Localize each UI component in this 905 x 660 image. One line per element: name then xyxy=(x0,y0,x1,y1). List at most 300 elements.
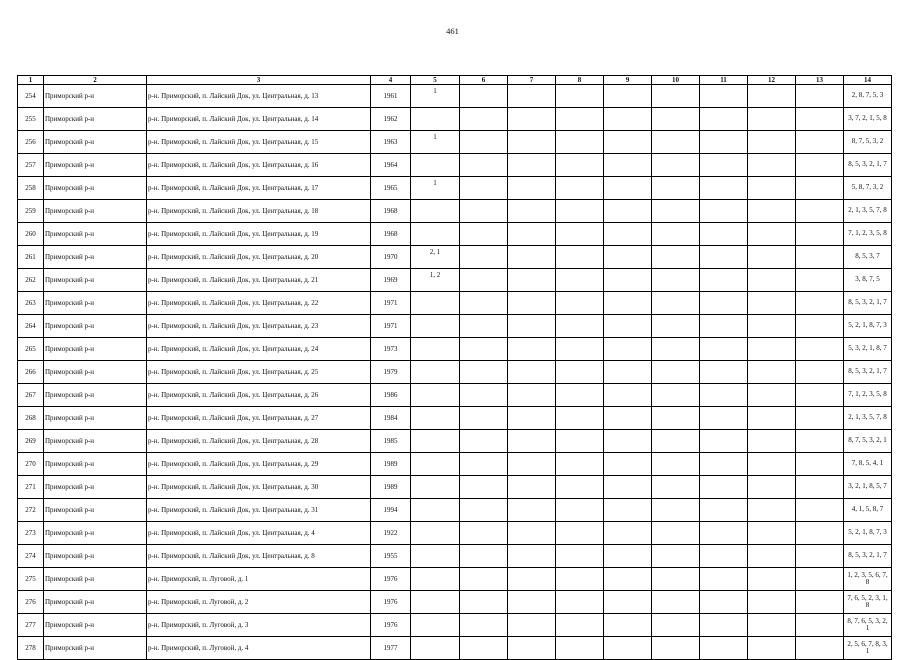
cell-col-5 xyxy=(411,545,460,568)
empty-cell xyxy=(460,384,508,407)
cell-col-3: р-н. Приморский, п. Луговой, д. 1 xyxy=(147,568,371,591)
cell-col-1: 264 xyxy=(18,315,44,338)
cell-col-3: р-н. Приморский, п. Лайский Док, ул. Центральная, д. 14 xyxy=(147,108,371,131)
empty-cell xyxy=(748,154,796,177)
empty-cell xyxy=(700,568,748,591)
empty-cell xyxy=(508,269,556,292)
empty-cell xyxy=(748,269,796,292)
table-row xyxy=(18,407,892,430)
cell-col-1: 276 xyxy=(18,591,44,614)
cell-col-14: 3, 8, 7, 5 xyxy=(844,269,892,292)
empty-cell xyxy=(604,154,652,177)
empty-cell xyxy=(652,591,700,614)
table-row xyxy=(18,361,892,384)
empty-cell xyxy=(508,591,556,614)
cell-col-5 xyxy=(411,315,460,338)
empty-cell xyxy=(652,246,700,269)
empty-cell xyxy=(604,384,652,407)
empty-cell xyxy=(652,499,700,522)
empty-cell xyxy=(700,315,748,338)
empty-cell xyxy=(604,568,652,591)
empty-cell xyxy=(748,476,796,499)
empty-cell xyxy=(556,85,604,108)
empty-cell xyxy=(748,292,796,315)
empty-cell xyxy=(652,407,700,430)
empty-cell xyxy=(604,453,652,476)
empty-cell xyxy=(796,85,844,108)
empty-cell xyxy=(700,177,748,200)
empty-cell xyxy=(556,200,604,223)
column-header-1: 1 xyxy=(18,76,44,85)
empty-cell xyxy=(652,476,700,499)
empty-cell xyxy=(556,614,604,637)
empty-cell xyxy=(460,338,508,361)
empty-cell xyxy=(508,384,556,407)
cell-col-14: 5, 8, 7, 3, 2 xyxy=(844,177,892,200)
cell-col-5 xyxy=(411,476,460,499)
cell-col-4: 1962 xyxy=(371,108,411,131)
empty-cell xyxy=(796,269,844,292)
empty-cell xyxy=(748,614,796,637)
empty-cell xyxy=(556,499,604,522)
empty-cell xyxy=(700,269,748,292)
empty-cell xyxy=(556,108,604,131)
cell-col-4: 1968 xyxy=(371,223,411,246)
cell-col-14: 2, 8, 7, 5, 3 xyxy=(844,85,892,108)
cell-col-2: Приморский р-н xyxy=(44,568,147,591)
cell-col-4: 1985 xyxy=(371,430,411,453)
empty-cell xyxy=(748,200,796,223)
cell-col-2: Приморский р-н xyxy=(44,637,147,660)
empty-cell xyxy=(460,292,508,315)
empty-cell xyxy=(700,361,748,384)
empty-cell xyxy=(700,614,748,637)
empty-cell xyxy=(652,614,700,637)
cell-col-2: Приморский р-н xyxy=(44,200,147,223)
empty-cell xyxy=(604,407,652,430)
table-row xyxy=(18,545,892,568)
empty-cell xyxy=(652,269,700,292)
cell-col-1: 272 xyxy=(18,499,44,522)
cell-col-14: 8, 5, 3, 2, 1, 7 xyxy=(844,361,892,384)
table-row xyxy=(18,338,892,361)
empty-cell xyxy=(796,637,844,660)
empty-cell xyxy=(652,637,700,660)
empty-cell xyxy=(652,292,700,315)
empty-cell xyxy=(556,430,604,453)
cell-col-3: р-н. Приморский, п. Лайский Док, ул. Центральная, д. 19 xyxy=(147,223,371,246)
table-row xyxy=(18,614,892,637)
cell-col-2: Приморский р-н xyxy=(44,430,147,453)
cell-col-1: 259 xyxy=(18,200,44,223)
cell-col-5 xyxy=(411,384,460,407)
empty-cell xyxy=(796,361,844,384)
empty-cell xyxy=(460,591,508,614)
empty-cell xyxy=(700,108,748,131)
empty-cell xyxy=(700,154,748,177)
table-row xyxy=(18,499,892,522)
cell-col-5 xyxy=(411,407,460,430)
cell-col-3: р-н. Приморский, п. Лайский Док, ул. Центральная, д. 30 xyxy=(147,476,371,499)
cell-col-14: 2, 5, 6, 7, 8, 3, 1 xyxy=(844,637,892,660)
table-row xyxy=(18,637,892,660)
empty-cell xyxy=(796,338,844,361)
empty-cell xyxy=(460,223,508,246)
empty-cell xyxy=(796,568,844,591)
cell-col-5 xyxy=(411,200,460,223)
cell-col-5 xyxy=(411,637,460,660)
empty-cell xyxy=(748,637,796,660)
empty-cell xyxy=(652,568,700,591)
cell-col-1: 274 xyxy=(18,545,44,568)
cell-col-4: 1986 xyxy=(371,384,411,407)
cell-col-14: 5, 2, 1, 8, 7, 3 xyxy=(844,522,892,545)
data-table xyxy=(17,75,892,660)
column-header-10: 10 xyxy=(652,76,700,85)
cell-col-5 xyxy=(411,338,460,361)
cell-col-14: 8, 5, 3, 2, 1, 7 xyxy=(844,154,892,177)
cell-col-1: 262 xyxy=(18,269,44,292)
empty-cell xyxy=(604,246,652,269)
empty-cell xyxy=(508,315,556,338)
cell-col-14: 3, 7, 2, 1, 5, 8 xyxy=(844,108,892,131)
empty-cell xyxy=(508,522,556,545)
table-row xyxy=(18,85,892,108)
empty-cell xyxy=(508,292,556,315)
empty-cell xyxy=(460,499,508,522)
empty-cell xyxy=(700,131,748,154)
empty-cell xyxy=(748,499,796,522)
empty-cell xyxy=(796,246,844,269)
empty-cell xyxy=(796,614,844,637)
cell-col-14: 8, 7, 6, 5, 3, 2, 1 xyxy=(844,614,892,637)
cell-col-3: р-н. Приморский, п. Луговой, д. 4 xyxy=(147,637,371,660)
cell-col-1: 266 xyxy=(18,361,44,384)
empty-cell xyxy=(508,476,556,499)
empty-cell xyxy=(700,223,748,246)
cell-col-1: 254 xyxy=(18,85,44,108)
cell-col-1: 256 xyxy=(18,131,44,154)
empty-cell xyxy=(508,223,556,246)
cell-col-4: 1970 xyxy=(371,246,411,269)
cell-col-4: 1965 xyxy=(371,177,411,200)
empty-cell xyxy=(796,545,844,568)
empty-cell xyxy=(508,453,556,476)
column-header-13: 13 xyxy=(796,76,844,85)
empty-cell xyxy=(460,637,508,660)
empty-cell xyxy=(796,591,844,614)
cell-col-5 xyxy=(411,568,460,591)
cell-col-4: 1976 xyxy=(371,591,411,614)
empty-cell xyxy=(508,246,556,269)
empty-cell xyxy=(556,338,604,361)
empty-cell xyxy=(604,614,652,637)
empty-cell xyxy=(556,522,604,545)
cell-col-2: Приморский р-н xyxy=(44,453,147,476)
empty-cell xyxy=(604,200,652,223)
cell-col-5: 2, 1 xyxy=(411,246,460,269)
empty-cell xyxy=(748,545,796,568)
empty-cell xyxy=(460,361,508,384)
cell-col-2: Приморский р-н xyxy=(44,85,147,108)
page-number: 461 xyxy=(446,26,459,36)
table-row xyxy=(18,568,892,591)
cell-col-14: 7, 1, 2, 3, 5, 8 xyxy=(844,223,892,246)
empty-cell xyxy=(604,131,652,154)
empty-cell xyxy=(796,315,844,338)
empty-cell xyxy=(604,476,652,499)
empty-cell xyxy=(700,407,748,430)
empty-cell xyxy=(700,246,748,269)
empty-cell xyxy=(556,269,604,292)
empty-cell xyxy=(460,108,508,131)
empty-cell xyxy=(748,108,796,131)
cell-col-3: р-н. Приморский, п. Лайский Док, ул. Центральная, д. 26 xyxy=(147,384,371,407)
empty-cell xyxy=(604,85,652,108)
empty-cell xyxy=(508,637,556,660)
table-row xyxy=(18,246,892,269)
empty-cell xyxy=(604,338,652,361)
empty-cell xyxy=(556,246,604,269)
empty-cell xyxy=(700,430,748,453)
cell-col-1: 257 xyxy=(18,154,44,177)
cell-col-14: 7, 6, 5, 2, 3, 1, 8 xyxy=(844,591,892,614)
cell-col-4: 1961 xyxy=(371,85,411,108)
cell-col-2: Приморский р-н xyxy=(44,407,147,430)
cell-col-14: 5, 3, 2, 1, 8, 7 xyxy=(844,338,892,361)
empty-cell xyxy=(508,499,556,522)
empty-cell xyxy=(508,131,556,154)
empty-cell xyxy=(748,177,796,200)
column-header-6: 6 xyxy=(460,76,508,85)
empty-cell xyxy=(604,430,652,453)
empty-cell xyxy=(604,591,652,614)
cell-col-2: Приморский р-н xyxy=(44,131,147,154)
cell-col-5 xyxy=(411,591,460,614)
table-row xyxy=(18,591,892,614)
empty-cell xyxy=(508,430,556,453)
cell-col-5 xyxy=(411,430,460,453)
cell-col-4: 1973 xyxy=(371,338,411,361)
cell-col-1: 269 xyxy=(18,430,44,453)
cell-col-14: 8, 5, 3, 2, 1, 7 xyxy=(844,292,892,315)
empty-cell xyxy=(700,453,748,476)
empty-cell xyxy=(508,407,556,430)
empty-cell xyxy=(796,131,844,154)
cell-col-4: 1984 xyxy=(371,407,411,430)
table-row xyxy=(18,223,892,246)
empty-cell xyxy=(604,177,652,200)
empty-cell xyxy=(508,545,556,568)
cell-col-3: р-н. Приморский, п. Лайский Док, ул. Центральная, д. 17 xyxy=(147,177,371,200)
cell-col-14: 1, 2, 3, 5, 6, 7, 8 xyxy=(844,568,892,591)
cell-col-14: 8, 5, 3, 2, 1, 7 xyxy=(844,545,892,568)
cell-col-4: 1976 xyxy=(371,568,411,591)
column-header-5: 5 xyxy=(411,76,460,85)
cell-col-5 xyxy=(411,361,460,384)
cell-col-2: Приморский р-н xyxy=(44,177,147,200)
cell-col-4: 1963 xyxy=(371,131,411,154)
cell-col-4: 1971 xyxy=(371,292,411,315)
empty-cell xyxy=(652,177,700,200)
cell-col-5 xyxy=(411,499,460,522)
cell-col-4: 1989 xyxy=(371,453,411,476)
table-row xyxy=(18,292,892,315)
empty-cell xyxy=(796,223,844,246)
cell-col-4: 1955 xyxy=(371,545,411,568)
cell-col-1: 263 xyxy=(18,292,44,315)
empty-cell xyxy=(556,476,604,499)
table-row xyxy=(18,430,892,453)
empty-cell xyxy=(508,108,556,131)
cell-col-5: 1 xyxy=(411,131,460,154)
cell-col-5 xyxy=(411,614,460,637)
empty-cell xyxy=(508,614,556,637)
empty-cell xyxy=(748,591,796,614)
empty-cell xyxy=(700,85,748,108)
cell-col-2: Приморский р-н xyxy=(44,499,147,522)
cell-col-2: Приморский р-н xyxy=(44,154,147,177)
empty-cell xyxy=(460,200,508,223)
empty-cell xyxy=(748,430,796,453)
cell-col-3: р-н. Приморский, п. Лайский Док, ул. Центральная, д. 25 xyxy=(147,361,371,384)
empty-cell xyxy=(796,499,844,522)
empty-cell xyxy=(652,522,700,545)
cell-col-2: Приморский р-н xyxy=(44,315,147,338)
cell-col-3: р-н. Приморский, п. Лайский Док, ул. Центральная, д. 24 xyxy=(147,338,371,361)
empty-cell xyxy=(556,453,604,476)
empty-cell xyxy=(748,522,796,545)
empty-cell xyxy=(460,246,508,269)
empty-cell xyxy=(508,177,556,200)
empty-cell xyxy=(508,338,556,361)
empty-cell xyxy=(652,223,700,246)
empty-cell xyxy=(796,154,844,177)
cell-col-4: 1968 xyxy=(371,200,411,223)
empty-cell xyxy=(652,200,700,223)
empty-cell xyxy=(748,246,796,269)
empty-cell xyxy=(748,315,796,338)
empty-cell xyxy=(460,177,508,200)
empty-cell xyxy=(460,269,508,292)
empty-cell xyxy=(460,407,508,430)
empty-cell xyxy=(652,384,700,407)
cell-col-3: р-н. Приморский, п. Луговой, д. 2 xyxy=(147,591,371,614)
empty-cell xyxy=(508,568,556,591)
cell-col-2: Приморский р-н xyxy=(44,591,147,614)
table-row xyxy=(18,108,892,131)
cell-col-3: р-н. Приморский, п. Лайский Док, ул. Центральная, д. 8 xyxy=(147,545,371,568)
empty-cell xyxy=(460,430,508,453)
empty-cell xyxy=(556,315,604,338)
empty-cell xyxy=(700,499,748,522)
cell-col-1: 270 xyxy=(18,453,44,476)
cell-col-4: 1994 xyxy=(371,499,411,522)
cell-col-4: 1964 xyxy=(371,154,411,177)
cell-col-3: р-н. Приморский, п. Лайский Док, ул. Центральная, д. 27 xyxy=(147,407,371,430)
cell-col-14: 2, 1, 3, 5, 7, 8 xyxy=(844,200,892,223)
cell-col-4: 1989 xyxy=(371,476,411,499)
empty-cell xyxy=(748,223,796,246)
empty-cell xyxy=(700,591,748,614)
cell-col-2: Приморский р-н xyxy=(44,614,147,637)
empty-cell xyxy=(460,522,508,545)
cell-col-3: р-н. Приморский, п. Лайский Док, ул. Центральная, д. 31 xyxy=(147,499,371,522)
cell-col-3: р-н. Приморский, п. Лайский Док, ул. Центральная, д. 18 xyxy=(147,200,371,223)
empty-cell xyxy=(460,545,508,568)
empty-cell xyxy=(796,384,844,407)
empty-cell xyxy=(556,177,604,200)
empty-cell xyxy=(748,361,796,384)
empty-cell xyxy=(604,292,652,315)
empty-cell xyxy=(604,637,652,660)
table-row xyxy=(18,476,892,499)
column-header-4: 4 xyxy=(371,76,411,85)
table-body xyxy=(18,85,892,660)
column-header-12: 12 xyxy=(748,76,796,85)
cell-col-1: 277 xyxy=(18,614,44,637)
empty-cell xyxy=(748,131,796,154)
table-row xyxy=(18,131,892,154)
cell-col-14: 7, 8, 5, 4, 1 xyxy=(844,453,892,476)
empty-cell xyxy=(700,545,748,568)
cell-col-3: р-н. Приморский, п. Лайский Док, ул. Центральная, д. 4 xyxy=(147,522,371,545)
empty-cell xyxy=(700,338,748,361)
empty-cell xyxy=(700,637,748,660)
cell-col-14: 8, 7, 5, 3, 2, 1 xyxy=(844,430,892,453)
cell-col-3: р-н. Приморский, п. Лайский Док, ул. Центральная, д. 29 xyxy=(147,453,371,476)
empty-cell xyxy=(556,223,604,246)
cell-col-1: 275 xyxy=(18,568,44,591)
cell-col-3: р-н. Приморский, п. Лайский Док, ул. Центральная, д. 28 xyxy=(147,430,371,453)
cell-col-5: 1, 2 xyxy=(411,269,460,292)
cell-col-14: 2, 1, 3, 5, 7, 8 xyxy=(844,407,892,430)
empty-cell xyxy=(604,522,652,545)
empty-cell xyxy=(556,568,604,591)
empty-cell xyxy=(604,361,652,384)
cell-col-2: Приморский р-н xyxy=(44,108,147,131)
cell-col-1: 268 xyxy=(18,407,44,430)
empty-cell xyxy=(652,154,700,177)
empty-cell xyxy=(508,200,556,223)
empty-cell xyxy=(460,476,508,499)
cell-col-14: 8, 7, 5, 3, 2 xyxy=(844,131,892,154)
empty-cell xyxy=(700,292,748,315)
empty-cell xyxy=(604,499,652,522)
empty-cell xyxy=(556,407,604,430)
empty-cell xyxy=(460,568,508,591)
empty-cell xyxy=(652,85,700,108)
empty-cell xyxy=(604,315,652,338)
table-row xyxy=(18,177,892,200)
column-header-2: 2 xyxy=(44,76,147,85)
cell-col-4: 1976 xyxy=(371,614,411,637)
empty-cell xyxy=(700,384,748,407)
table-row xyxy=(18,522,892,545)
column-header-14: 14 xyxy=(844,76,892,85)
empty-cell xyxy=(748,85,796,108)
empty-cell xyxy=(460,154,508,177)
cell-col-3: р-н. Приморский, п. Лайский Док, ул. Центральная, д. 22 xyxy=(147,292,371,315)
empty-cell xyxy=(460,131,508,154)
cell-col-2: Приморский р-н xyxy=(44,384,147,407)
cell-col-4: 1977 xyxy=(371,637,411,660)
empty-cell xyxy=(796,430,844,453)
empty-cell xyxy=(460,315,508,338)
empty-cell xyxy=(460,85,508,108)
empty-cell xyxy=(748,338,796,361)
empty-cell xyxy=(796,200,844,223)
